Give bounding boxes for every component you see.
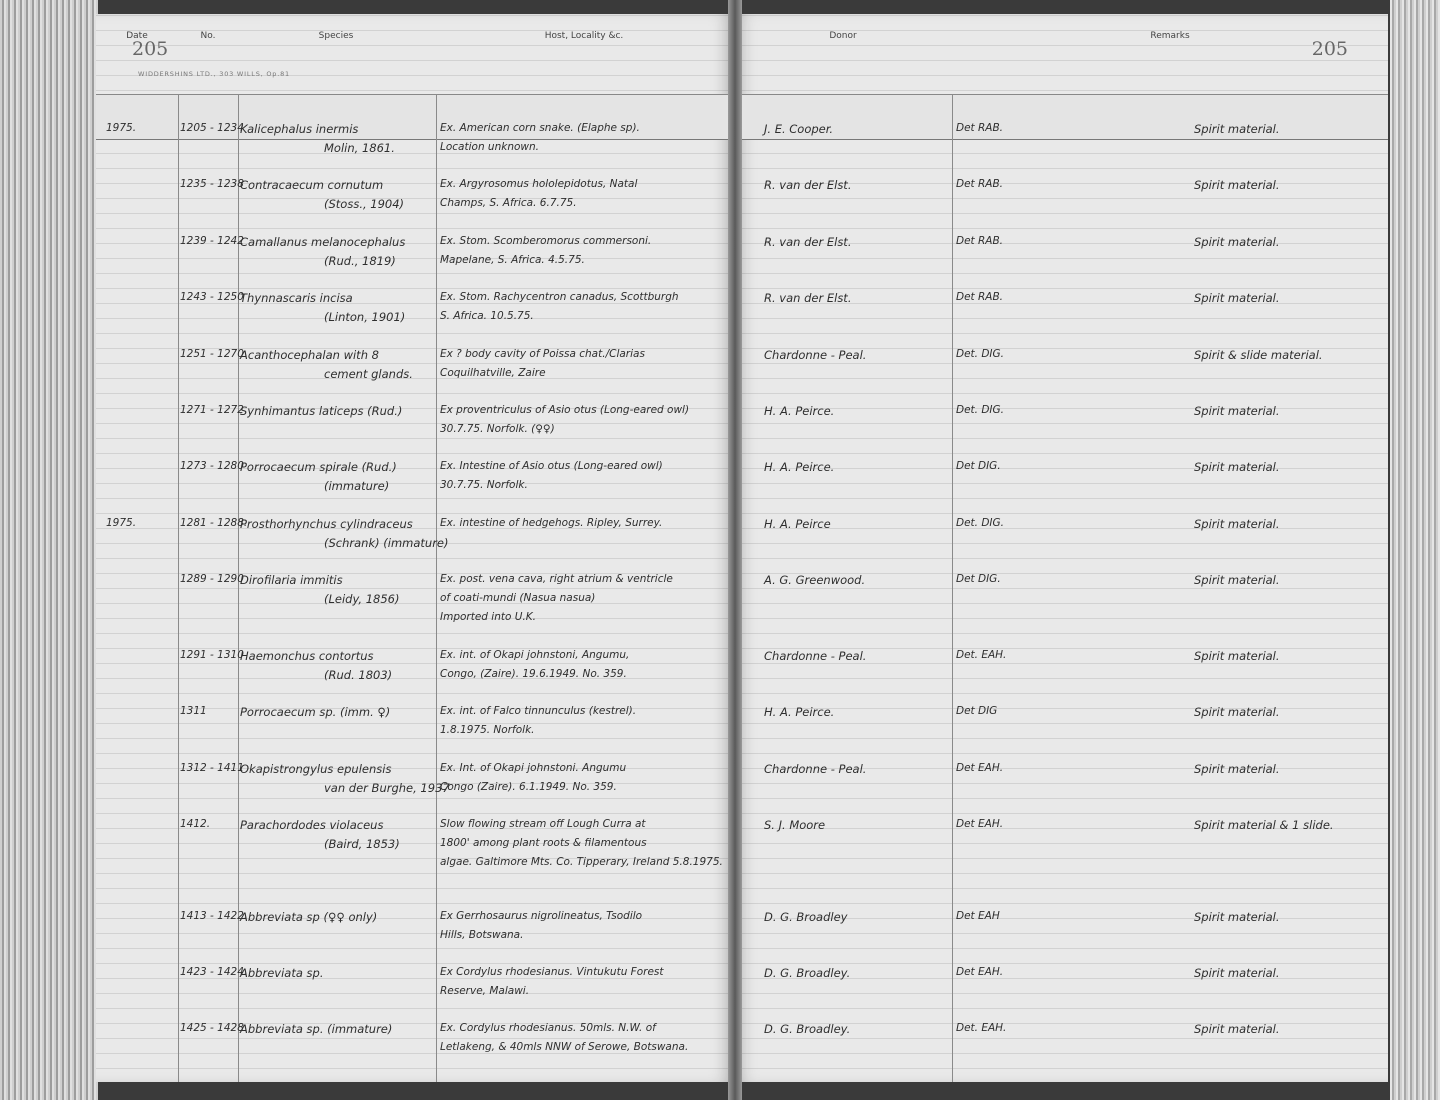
entry-number: 1281 - 1288. — [180, 517, 248, 529]
entry-species: Abbreviata sp. (immature) — [240, 1022, 393, 1036]
entry-species: Abbreviata sp. — [240, 966, 324, 980]
entry-host-line: Congo, (Zaire). 19.6.1949. No. 359. — [440, 668, 627, 680]
entry-number: 1413 - 1422. — [180, 910, 248, 922]
right-page-number: 205 — [1311, 38, 1348, 60]
book-spine — [728, 0, 742, 1100]
entry-species: Okapistrongylus epulensis — [240, 762, 392, 776]
entry-number: 1251 - 1270 — [180, 348, 244, 360]
entry-species-authority: Molin, 1861. — [324, 141, 395, 155]
entry-host-line: Ex. intestine of hedgehogs. Ripley, Surrey. — [440, 517, 663, 529]
entry-host-line: Ex. Int. of Okapi johnstoni. Angumu — [440, 762, 627, 774]
entry-species: Thynnascaris incisa — [240, 291, 353, 305]
entry-host-line: Ex. int. of Okapi johnstoni, Angumu, — [440, 649, 630, 661]
entry-host-line: Ex. Stom. Rachycentron canadus, Scottburgh — [440, 291, 679, 303]
entry-number: 1205 - 1234 — [180, 122, 244, 134]
entry-species-authority: (immature) — [324, 479, 390, 493]
entry-determiner: Det. EAH. — [956, 649, 1007, 661]
entry-donor: A. G. Greenwood. — [764, 573, 866, 587]
entry-determiner: Det RAB. — [956, 291, 1004, 303]
entry-host-line: of coati-mundi (Nasua nasua) — [440, 592, 596, 604]
entry-number: 1239 - 1242 — [180, 235, 244, 247]
entry-species: Acanthocephalan with 8 — [240, 348, 379, 362]
entry-species-authority: (Stoss., 1904) — [324, 197, 405, 211]
entry-host-line: Mapelane, S. Africa. 4.5.75. — [440, 254, 585, 266]
entry-host-line: Ex. Stom. Scomberomorus commersoni. — [440, 235, 652, 247]
entry-host-line: Imported into U.K. — [440, 611, 537, 623]
entry-host-line: Champs, S. Africa. 6.7.75. — [440, 197, 577, 209]
entry-species: Contracaecum cornutum — [240, 178, 384, 192]
entry-donor: D. G. Broadley. — [764, 966, 851, 980]
entry-host-line: Letlakeng, & 40mls NNW of Serowe, Botswana. — [440, 1041, 689, 1053]
entry-determiner: Det EAH. — [956, 762, 1004, 774]
entry-remarks: Spirit material. — [1194, 573, 1280, 587]
entry-host-line: 30.7.75. Norfolk. (♀♀) — [440, 423, 555, 435]
column-divider — [952, 94, 953, 1082]
entry-determiner: Det RAB. — [956, 178, 1004, 190]
entry-species: Synhimantus laticeps (Rud.) — [240, 404, 403, 418]
entry-donor: R. van der Elst. — [764, 291, 852, 305]
entry-remarks: Spirit material. — [1194, 1022, 1280, 1036]
entry-donor: J. E. Cooper. — [764, 122, 834, 136]
entry-determiner: Det. EAH. — [956, 1022, 1007, 1034]
entry-species: Camallanus melanocephalus — [240, 235, 406, 249]
entry-number: 1235 - 1238 — [180, 178, 244, 190]
entry-species: Kalicephalus inermis — [240, 122, 359, 136]
entry-date: 1975. — [106, 122, 137, 134]
entry-number: 1425 - 1428 — [180, 1022, 244, 1034]
entry-host-line: Ex Gerrhosaurus nigrolineatus, Tsodilo — [440, 910, 643, 922]
entry-determiner: Det DIG — [956, 705, 998, 717]
entry-determiner: Det EAH. — [956, 818, 1004, 830]
left-page-number: 205 — [132, 38, 169, 60]
column-divider — [436, 94, 437, 1082]
entry-number: 1243 - 1250 — [180, 291, 244, 303]
entry-donor: H. A. Peirce. — [764, 705, 835, 719]
entry-host-line: Ex. Intestine of Asio otus (Long-eared owl) — [440, 460, 663, 472]
entry-species: Porrocaecum sp. (imm. ♀) — [240, 705, 391, 719]
entry-species: Prosthorhynchus cylindraceus — [240, 517, 413, 531]
entry-host-line: Slow flowing stream off Lough Curra at — [440, 818, 646, 830]
entry-remarks: Spirit material. — [1194, 762, 1280, 776]
entry-determiner: Det RAB. — [956, 235, 1004, 247]
entry-date: 1975. — [106, 517, 137, 529]
entry-host-line: Ex. Cordylus rhodesianus. 50mls. N.W. of — [440, 1022, 656, 1034]
printer-line: WIDDERSHINS LTD., 303 WILLS, Op.81 — [138, 70, 290, 78]
entry-remarks: Spirit & slide material. — [1194, 348, 1323, 362]
entry-host-line: Ex. int. of Falco tinnunculus (kestrel). — [440, 705, 637, 717]
entry-donor: H. A. Peirce — [764, 517, 831, 531]
entry-species-authority: (Baird, 1853) — [324, 837, 400, 851]
entry-host-line: Coquilhatville, Zaire — [440, 367, 546, 379]
entry-number: 1312 - 1411 — [180, 762, 244, 774]
column-divider — [178, 94, 179, 1082]
entry-species-authority: cement glands. — [324, 367, 413, 381]
entry-determiner: Det DIG. — [956, 460, 1001, 472]
entry-species-authority: (Rud. 1803) — [324, 668, 393, 682]
entry-remarks: Spirit material & 1 slide. — [1194, 818, 1334, 832]
entry-host-line: 30.7.75. Norfolk. — [440, 479, 528, 491]
entry-species-authority: (Linton, 1901) — [324, 310, 406, 324]
entry-host-line: Ex Cordylus rhodesianus. Vintukutu Forest — [440, 966, 664, 978]
entry-host-line: Ex. post. vena cava, right atrium & ventricle — [440, 573, 673, 585]
entry-species: Haemonchus contortus — [240, 649, 374, 663]
entry-remarks: Spirit material. — [1194, 705, 1280, 719]
entry-host-line: Congo (Zaire). 6.1.1949. No. 359. — [440, 781, 617, 793]
right-page — [734, 14, 1388, 1082]
entry-remarks: Spirit material. — [1194, 649, 1280, 663]
entry-species: Parachordodes violaceus — [240, 818, 384, 832]
header-no: No. — [200, 31, 216, 41]
entry-remarks: Spirit material. — [1194, 235, 1280, 249]
entry-species-authority: van der Burghe, 1937 — [324, 781, 450, 795]
header-remarks: Remarks — [1150, 31, 1190, 41]
entry-determiner: Det DIG. — [956, 573, 1001, 585]
entry-remarks: Spirit material. — [1194, 517, 1280, 531]
entry-remarks: Spirit material. — [1194, 291, 1280, 305]
entry-number: 1412. — [180, 818, 211, 830]
entry-remarks: Spirit material. — [1194, 178, 1280, 192]
entry-donor: Chardonne - Peal. — [764, 348, 867, 362]
header-species: Species — [318, 31, 354, 41]
entry-host-line: Hills, Botswana. — [440, 929, 524, 941]
entry-species-authority: (Rud., 1819) — [324, 254, 396, 268]
entry-host-line: Ex. American corn snake. (Elaphe sp). — [440, 122, 640, 134]
entry-host-line: Ex proventriculus of Asio otus (Long-eared owl) — [440, 404, 690, 416]
page-edges-right — [1390, 0, 1440, 1100]
entry-species: Dirofilaria immitis — [240, 573, 343, 587]
entry-species-authority: (Schrank) (immature) — [324, 536, 449, 550]
header-donor: Donor — [829, 31, 857, 41]
entry-remarks: Spirit material. — [1194, 460, 1280, 474]
entry-species: Porrocaecum spirale (Rud.) — [240, 460, 397, 474]
entry-host-line: Location unknown. — [440, 141, 539, 153]
entry-number: 1273 - 1280 — [180, 460, 244, 472]
entry-determiner: Det. DIG. — [956, 404, 1004, 416]
entry-donor: Chardonne - Peal. — [764, 762, 867, 776]
entry-host-line: algae. Galtimore Mts. Co. Tipperary, Ireland 5.8.1975. — [440, 856, 723, 868]
page-edges-left — [0, 0, 98, 1100]
entry-remarks: Spirit material. — [1194, 404, 1280, 418]
entry-donor: R. van der Elst. — [764, 235, 852, 249]
entry-remarks: Spirit material. — [1194, 966, 1280, 980]
entry-determiner: Det. DIG. — [956, 348, 1004, 360]
entry-number: 1423 - 1424. — [180, 966, 248, 978]
entry-donor: H. A. Peirce. — [764, 460, 835, 474]
header-host: Host, Locality &c. — [544, 31, 624, 41]
entry-determiner: Det RAB. — [956, 122, 1004, 134]
entry-donor: Chardonne - Peal. — [764, 649, 867, 663]
entry-host-line: 1.8.1975. Norfolk. — [440, 724, 535, 736]
entry-number: 1311 — [180, 705, 207, 717]
entry-number: 1291 - 1310 — [180, 649, 244, 661]
entry-remarks: Spirit material. — [1194, 122, 1280, 136]
entry-determiner: Det EAH — [956, 910, 1000, 922]
entry-determiner: Det. DIG. — [956, 517, 1004, 529]
entry-number: 1289 - 1290 — [180, 573, 244, 585]
entry-number: 1271 - 1272 — [180, 404, 244, 416]
entry-host-line: Ex ? body cavity of Poissa chat./Clarias — [440, 348, 645, 360]
entry-donor: D. G. Broadley. — [764, 1022, 851, 1036]
entry-remarks: Spirit material. — [1194, 910, 1280, 924]
entry-host-line: 1800' among plant roots & filamentous — [440, 837, 647, 849]
entry-donor: R. van der Elst. — [764, 178, 852, 192]
entry-donor: D. G. Broadley — [764, 910, 848, 924]
header-date: Date — [126, 31, 148, 41]
entry-host-line: Ex. Argyrosomus hololepidotus, Natal — [440, 178, 638, 190]
entry-species-authority: (Leidy, 1856) — [324, 592, 400, 606]
entry-determiner: Det EAH. — [956, 966, 1004, 978]
entry-species: Abbreviata sp (♀♀ only) — [240, 910, 378, 924]
entry-donor: S. J. Moore — [764, 818, 826, 832]
entry-donor: H. A. Peirce. — [764, 404, 835, 418]
entry-host-line: Reserve, Malawi. — [440, 985, 530, 997]
left-page — [96, 14, 734, 1082]
entry-host-line: S. Africa. 10.5.75. — [440, 310, 534, 322]
